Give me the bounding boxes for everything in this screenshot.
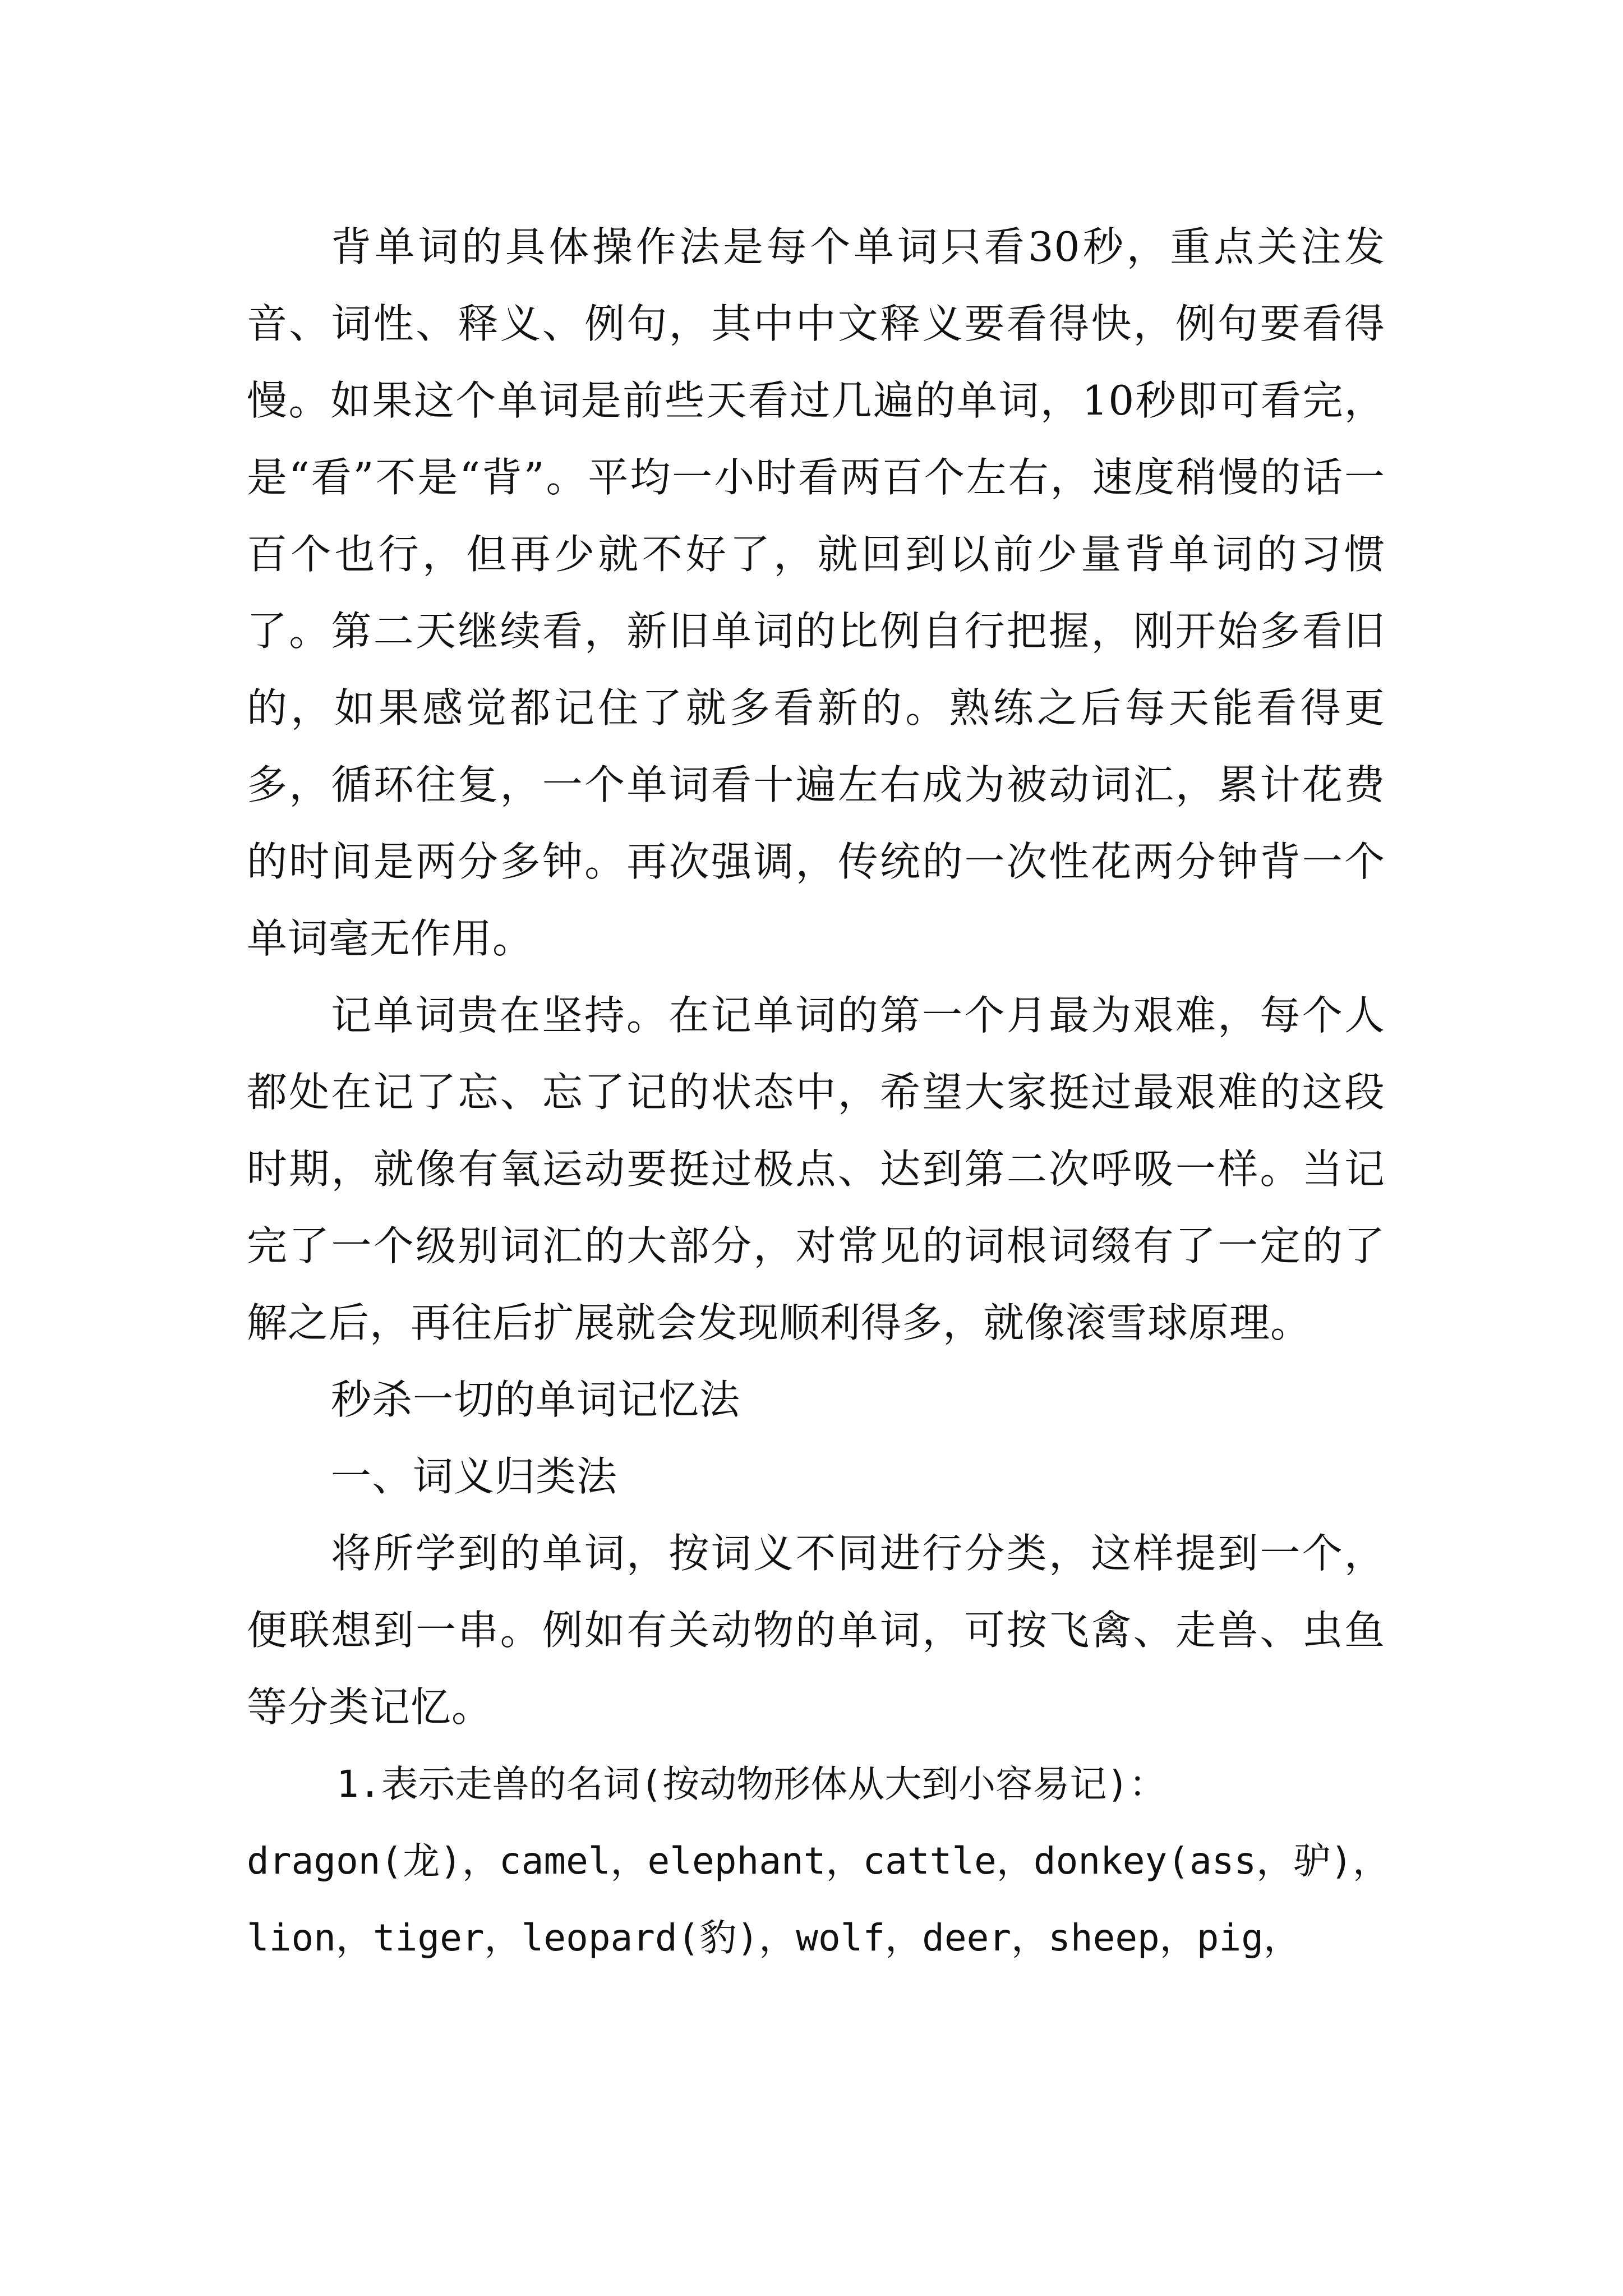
word-list-line-3: lion，tiger，leopard(豹)，wolf，deer，sheep，pig， [247,1916,1301,1959]
subsection-title: 一、词义归类法 [331,1453,618,1500]
document-body [247,209,1390,1976]
paragraph-2: 记单词贵在坚持。在记单词的第一个月最为艰难，每个人都处在记了忘、忘了记的状态中，希望大家挺过最艰难的这段时期，就像有氧运动要挺过极点、达到第二次呼吸一样。当记完了一个级别词汇的大部分，对常见的词根词缀有了一定的了解之后，再往后扩展就会发现顺利得多，就像滚雪球原理。 [247,992,1385,1346]
word-list [247,1746,1390,1976]
section-title: 秒杀一切的单词记忆法 [331,1376,741,1423]
paragraph-3: 将所学到的单词，按词义不同进行分类，这样提到一个，便联想到一串。例如有关动物的单词，可按飞禽、走兽、虫鱼等分类记忆。 [247,1530,1385,1731]
word-list-line-2: dragon(龙)，camel，elephant，cattle，donkey(ass，驴)， [247,1839,1390,1883]
paragraph-1: 背单词的具体操作法是每个单词只看30秒，重点关注发音、词性、释义、例句，其中中文释义要看得快，例句要看得慢。如果这个单词是前些天看过几遍的单词，10秒即可看完，是“看”不是“背”。平均一小时看两百个左右，速度稍慢的话一百个也行，但再少就不好了，就回到以前少量背单词的习惯了。第二天继续看，新旧单词的比例自行把握，刚开始多看旧的，如果感觉都记住了就多看新的。熟练之后每天能看得更多，循环往复，一个单词看十遍左右成为被动词汇，累计花费的时间是两分多钟。再次强调，传统的一次性花两分钟背一个单词毫无作用。 [247,223,1385,962]
word-list-line-1: 1.表示走兽的名词(按动物形体从大到小容易记)： [336,1763,1166,1806]
